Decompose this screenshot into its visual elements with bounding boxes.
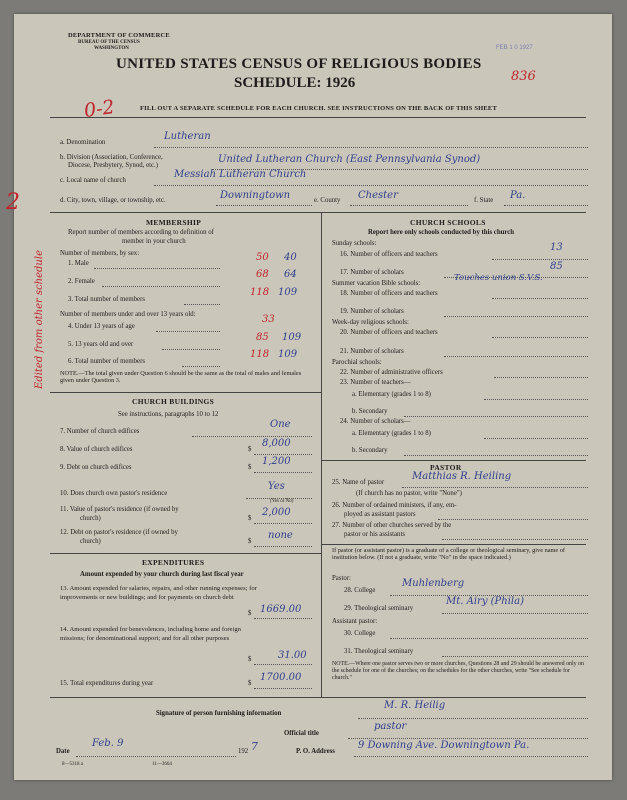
q8-value: 8,000 [262,438,291,449]
q15-value: 1700.00 [260,672,302,683]
q7-label: 7. Number of church edifices [60,428,140,435]
by-sex-label: Number of members, by sex: [60,250,140,257]
q13-value: 1669.00 [260,604,302,615]
graduate-note: If pastor (or assistant pastor) is a graduate of a college or theological seminary, give name of institution below. (If not a graduate, write "No" in the space indicated.) [332,547,566,562]
q24b-label: b. Secondary [352,447,388,454]
q14-label: 14. Amount expended for benevolences, including home and foreign missions; for denominational support; and for all other purposes [60,626,241,642]
pastor-note: NOTE.—Where one pastor serves two or more churches, Questions 28 and 29 should be answered only on the schedule for one of the churches; on the schedules for the other churches, write "See schedule for church." [332,661,584,681]
q27-label-1: 27. Number of other churches served by the [332,522,452,529]
q6-value: 109 [278,349,298,360]
margin-number: 2 [6,190,20,215]
q2-value: 64 [284,269,297,280]
q9-label: 9. Debt on church edifices [60,464,132,471]
q6-value-edited: 118 [250,349,270,360]
divider [50,117,586,118]
instruction-line: FILL OUT A SEPARATE SCHEDULE FOR EACH CHURCH. SEE INSTRUCTIONS ON THE BACK OF THIS SHEET [140,105,498,112]
q3-label: 3. Total number of members [68,296,145,303]
q27-label-2: pastor or his assistants [344,531,405,538]
official-title-value: pastor [374,721,407,732]
q10-hint: (Yes or No) [270,499,294,504]
summer-value: Touches union S.V.S. [454,273,543,283]
q1-label: 1. Male [68,260,89,267]
buildings-title: CHURCH BUILDINGS [132,397,215,406]
q8-label: 8. Value of church edifices [60,446,133,453]
schools-sub: Report here only schools conducted by this church [368,229,515,236]
q3-value-edited: 118 [250,287,270,298]
form-number: 8—5318 a [62,762,83,767]
q9-dollar: $ [248,464,252,471]
q15-label: 15. Total expenditures during year [60,680,154,687]
q4-value: 33 [262,314,275,325]
q5-value-edited: 85 [256,332,269,343]
file-number: 836 [511,69,536,84]
form-title: UNITED STATES CENSUS OF RELIGIOUS BODIES [116,56,482,72]
q1-value: 40 [284,252,297,263]
q23-label: 23. Number of teachers— [340,379,411,386]
summer-label: Summer vacation Bible schools: [332,280,421,287]
q5-value: 109 [282,332,302,343]
q7-value: One [270,419,291,430]
schools-title: CHURCH SCHOOLS [410,218,486,227]
q16-label: 16. Number of officers and teachers [340,251,438,258]
date-value: Feb. 9 [92,738,124,749]
q28-value: Muhlenberg [402,578,465,589]
schedule-title: SCHEDULE: 1926 [234,75,356,91]
state-label: f. State [474,197,494,204]
division-value: United Lutheran Church (East Pennsylvania Synod) [218,154,481,165]
q11-value: 2,000 [262,507,291,518]
q10-label: 10. Does church own pastor's residence [60,490,168,497]
q10-value: Yes [268,481,285,492]
q3-value: 109 [278,287,298,298]
q17-label: 17. Number of scholars [340,269,404,276]
q31-label: 31. Theological seminary [344,648,414,655]
form-number-2: 11—3664 [152,762,172,767]
address-label: P. O. Address [296,748,335,755]
q16-value: 13 [550,242,563,253]
buildings-sub: See instructions, paragraphs 10 to 12 [118,411,219,418]
received-stamp: FEB 1 0 1927 [496,45,533,51]
q23a-label: a. Elementary (grades 1 to 8) [352,391,431,398]
q29-value: Mt. Airy (Phila) [446,596,524,607]
state-value: Pa. [510,190,526,201]
q26-label-1: 26. Number of ordained ministers, if any, em- [332,502,457,509]
county-value: Chester [358,190,398,201]
q20-label: 20. Number of officers and teachers [340,329,438,336]
q2-value-edited: 68 [256,269,269,280]
membership-title: MEMBERSHIP [146,218,202,227]
expenditures-title: EXPENDITURES [142,558,205,567]
expenditures-sub: Amount expended by your church during last fiscal year [80,571,244,578]
q25-hint: (If church has no pastor, write "None") [356,490,462,497]
q25-value: Matthias R. Heiling [412,471,512,482]
q13-label: 13. Amount expended for salaries, repairs, and other running expenses; for improvements or new buildings; and for payments on church debt [60,585,257,601]
q9-value: 1,200 [262,456,291,467]
q14-dollar: $ [248,656,252,663]
year-value: 7 [251,740,258,753]
q29-label: 29. Theological seminary [344,605,414,612]
bureau-label: BUREAU OF THE CENSUS [78,40,140,45]
q4-label: 4. Under 13 years of age [68,323,135,330]
margin-note: Edited from other schedule [33,250,45,389]
q12-label-2: church) [80,538,101,545]
q19-label: 19. Number of scholars [340,308,404,315]
q12-label-1: 12. Debt on pastor's residence (if owned by [60,529,178,536]
red-mark: 0-2 [82,95,116,123]
pastor-label: Pastor: [332,575,351,582]
q14-value: 31.00 [278,650,307,661]
q15-dollar: $ [248,680,252,687]
city-town-label: d. City, town, village, or township, etc. [60,197,166,204]
q13-dollar: $ [248,610,252,617]
official-title-label: Official title [284,730,319,737]
q28-label: 28. College [344,587,376,594]
q24-label: 24. Number of scholars— [340,418,411,425]
signature-value: M. R. Heilig [384,700,446,711]
q25-label: 25. Name of pastor [332,479,385,486]
q12-value: none [268,530,293,541]
q11-label-1: 11. Value of pastor's residence (if owned by [60,506,179,513]
q22-label: 22. Number of administrative officers [340,369,443,376]
year-label: 192 [238,748,249,755]
q21-label: 21. Number of scholars [340,348,404,355]
q12-dollar: $ [248,538,252,545]
pastor-title: PASTOR [430,463,462,472]
q23b-label: b. Secondary [352,408,388,415]
address-value: 9 Downing Ave. Downingtown Pa. [358,740,530,751]
q5-label: 5. 13 years old and over [68,341,134,348]
q6-label: 6. Total number of members [68,358,145,365]
weekday-label: Week-day religious schools: [332,319,409,326]
division-label-1: b. Division (Association, Conference, [60,154,163,161]
denomination-value: Lutheran [164,131,211,142]
q1-value-edited: 50 [256,252,269,263]
q8-dollar: $ [248,446,252,453]
city-town-value: Downingtown [220,190,291,201]
local-name-value: Messiah Lutheran Church [174,169,307,180]
parochial-label: Parochial schools: [332,359,382,366]
q18-label: 18. Number of officers and teachers [340,290,438,297]
census-schedule-form [6,14,612,780]
county-label: e. County [314,197,341,204]
membership-note: NOTE.—The total given under Question 6 should be the same as the total of males and females given under Question 3. [60,370,302,385]
city-label: WASHINGTON [94,46,129,51]
signature-label: Signature of person furnishing information [156,710,282,717]
q30-label: 30. College [344,630,376,637]
date-label: Date [56,748,70,755]
q17-value: 85 [550,261,563,272]
membership-sub-2: member in your church [122,238,186,245]
department-label: DEPARTMENT OF COMMERCE [68,32,170,39]
age-head-label: Number of members under and over 13 years old: [60,311,196,318]
local-name-label: c. Local name of church [60,177,126,184]
q26-label-2: ployed as assistant pastors [344,511,416,518]
q24a-label: a. Elementary (grades 1 to 8) [352,430,431,437]
q11-label-2: church) [80,515,101,522]
denomination-label: a. Denomination [60,139,106,146]
assistant-label: Assistant pastor: [332,618,378,625]
division-label-2: Diocese, Presbytery, Synod, etc.) [68,162,158,169]
q11-dollar: $ [248,515,252,522]
q2-label: 2. Female [68,278,95,285]
membership-sub-1: Report number of members according to definition of [68,229,214,236]
sunday-label: Sunday schools: [332,240,377,247]
